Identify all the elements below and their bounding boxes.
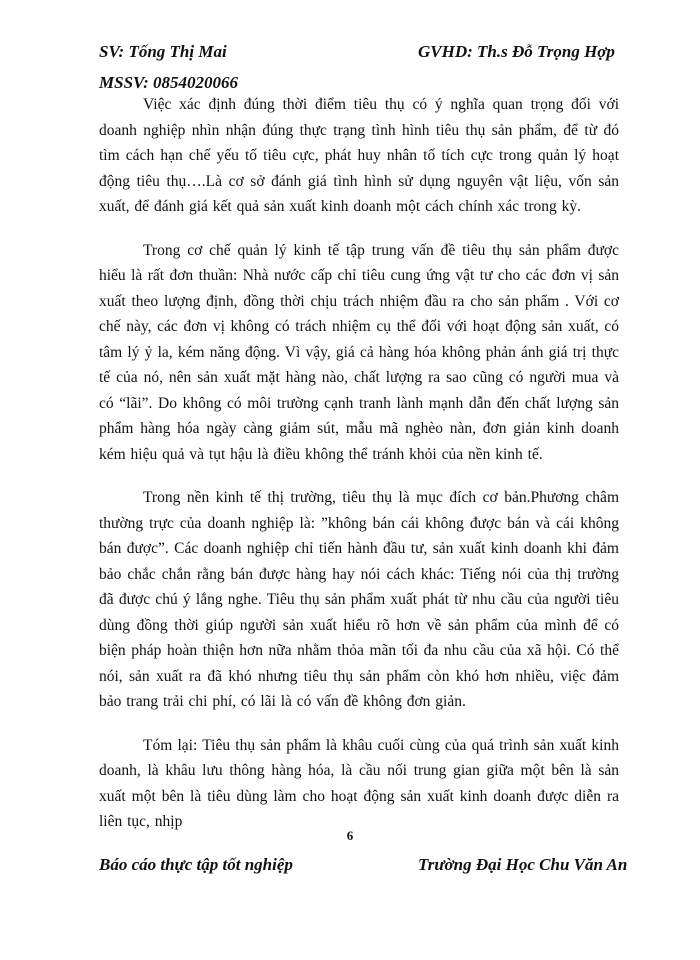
- paragraph-2: Trong cơ chế quản lý kinh tế tập trung vấn đề tiêu thụ sản phẩm được hiểu là rất đơn thuần: Nhà nước cấp chỉ tiêu cung ứng vật tư cho các đơn vị sản xuất theo lượng định, đồng thời chịu trách nhiệm đầu ra cho sản phẩm . Với cơ chế này, các đơn vị không có trách nhiệm cụ thể đối với hoạt động sản xuất, có tâm lý ỷ la, kém năng động. Vì vậy, giá cả hàng hóa không phản ánh giá trị thực tế của nó, nên sản xuất mặt hàng nào, chất lượng ra sao cũng có người mua và có “lãi”. Do không có môi trường cạnh tranh lành mạnh dẫn đến chất lượng sản phẩm hàng hóa ngày càng giảm sút, mẫu mã nghèo nàn, đơn giản kinh doanh kém hiệu quả và tụt hậu là điều không thể tránh khỏi của nền kinh tế.: [99, 241, 619, 463]
- footer-school-name: Trường Đại Học Chu Văn An: [418, 855, 628, 874]
- footer-report-title: Báo cáo thực tập tốt nghiệp: [99, 855, 293, 874]
- header-advisor: GVHD: Th.s Đỗ Trọng Hợp: [418, 42, 615, 61]
- document-body: [99, 92, 619, 835]
- header-student-id: MSSV: 0854020066: [99, 73, 239, 92]
- paragraph-3: Trong nền kinh tế thị trường, tiêu thụ là mục đích cơ bản.Phương châm thường trực của doanh nghiệp là: ”không bán cái không được bán và cái không bán được”. Các doanh nghiệp chỉ tiến hành đầu tư, sản xuất kinh doanh khi đảm bảo chắc chắn rằng bán được hàng hay nói cách khác: Tiếng nói của thị trường đã được chú ý lắng nghe. Tiêu thụ sản phẩm xuất phát từ nhu cầu của người tiêu dùng đồng thời giúp người sản xuất hiểu rõ hơn về sản phẩm của mình để có biện pháp hoàn thiện hơn nữa nhằm thỏa mãn tối đa nhu cầu của xã hội. Có thể nói, sản xuất ra đã khó nhưng tiêu thụ sản phẩm còn khó hơn nhiều, việc đảm bảo trang trải chi phí, có lãi là có vấn đề không đơn giản.: [99, 489, 619, 710]
- paragraph-1: Việc xác định đúng thời điểm tiêu thụ có ý nghĩa quan trọng đối với doanh nghiệp nhìn nhận đúng thực trạng tình hình tiêu thụ sản phẩm, để từ đó tìm cách hạn chế yếu tố tiêu cực, phát huy nhân tố tích cực trong quản lý hoạt động tiêu thụ….Là cơ sở đánh giá tình hình sử dụng nguyên vật liệu, vốn sản xuất, để đánh giá kết quả sản xuất kinh doanh một cách chính xác trong kỳ.: [99, 96, 619, 215]
- header-student-name: SV: Tống Thị Mai: [99, 42, 227, 61]
- paragraph-4: Tóm lại: Tiêu thụ sản phẩm là khâu cuối cùng của quá trình sản xuất kinh doanh, là khâu lưu thông hàng hóa, là cầu nối trung gian giữa một bên là sản xuất một bên là tiêu dùng làm cho hoạt động sản xuất kinh doanh được diễn ra liên tục, nhịp: [99, 736, 619, 830]
- page-number: 6: [346, 828, 354, 843]
